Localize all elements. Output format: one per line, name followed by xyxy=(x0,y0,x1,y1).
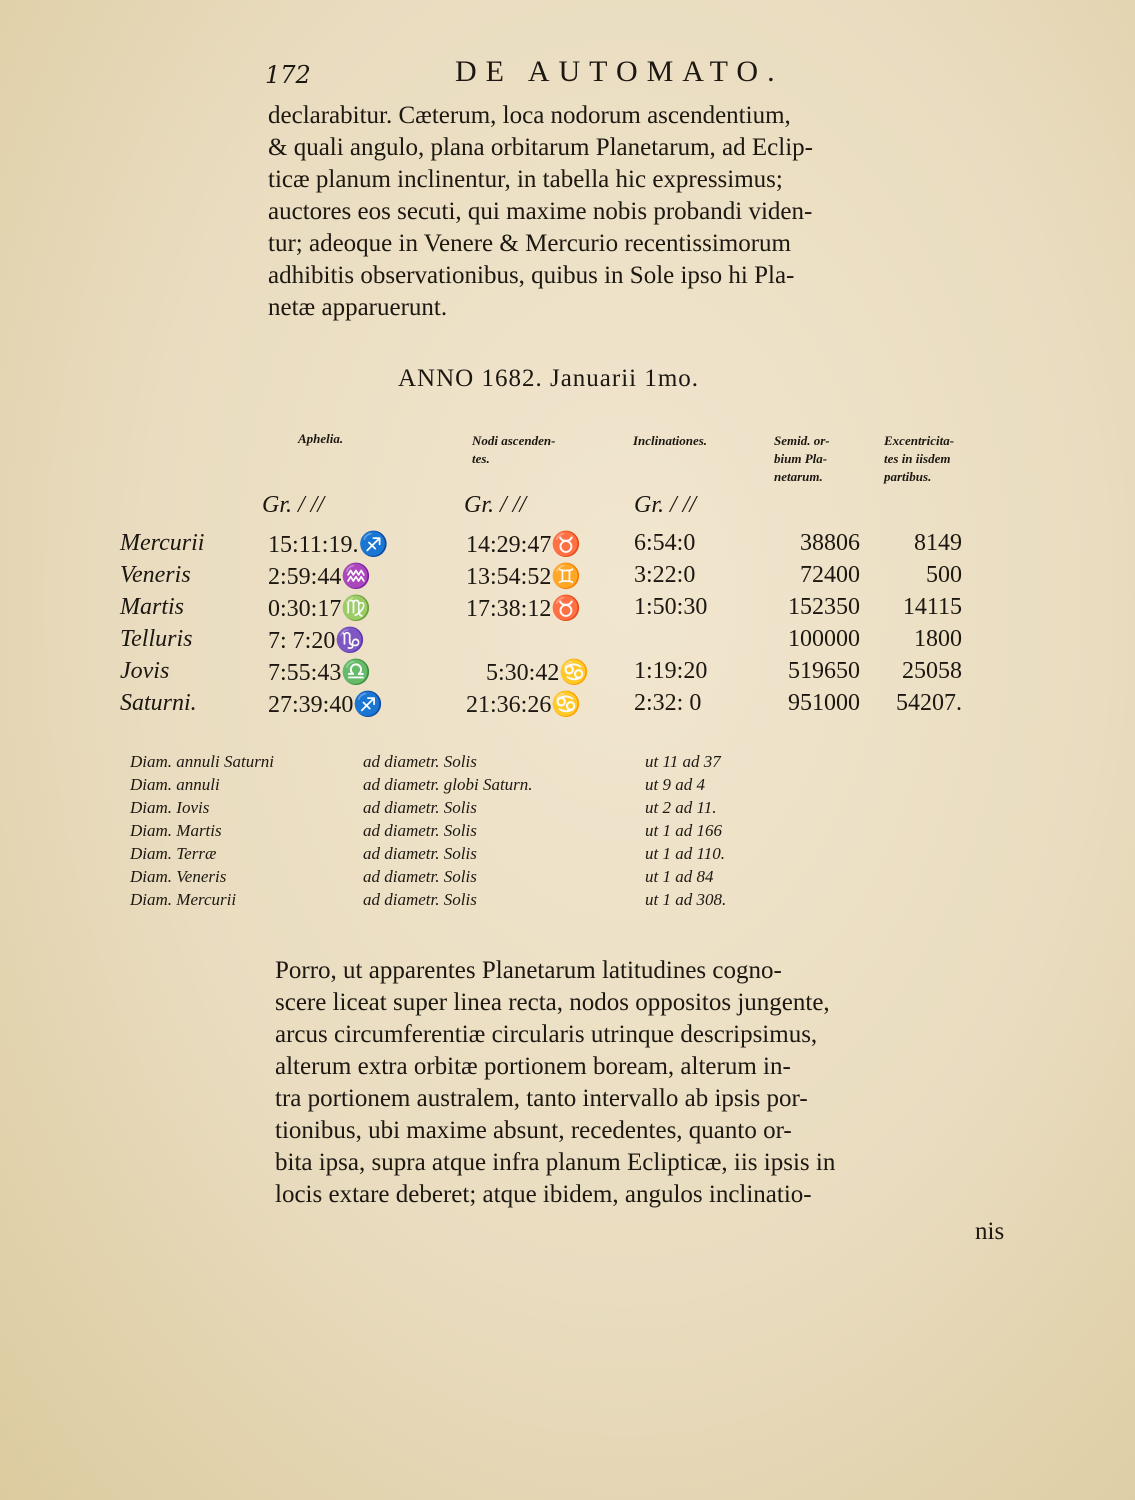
aphelion-value: 2:59:44♒ xyxy=(268,564,372,590)
catchword: nis xyxy=(975,1218,1005,1245)
semidiameter-value: 100000 xyxy=(788,626,860,652)
page-number: 172 xyxy=(265,61,311,89)
inclination-value: 1:50:30 xyxy=(634,594,708,620)
inclination-value: 1:19:20 xyxy=(634,658,708,684)
text-line: adhibitis observationibus, quibus in Sole ipso hi Pla- xyxy=(268,262,795,289)
text-line: alterum extra orbitæ portionem boream, alterum in- xyxy=(275,1053,791,1080)
inclination-value: 2:32: 0 xyxy=(634,690,702,716)
paragraph-porro xyxy=(275,955,1015,1211)
text-line: tionibus, ubi maxime absunt, recedentes, quanto or- xyxy=(275,1117,792,1144)
planet-name: Veneris xyxy=(120,562,191,588)
planet-name: Telluris xyxy=(120,626,193,652)
semidiameter-value: 519650 xyxy=(788,658,860,684)
excentricity-value: 25058 xyxy=(902,658,962,684)
header-semid: Semid. or- bium Pla- netarum. xyxy=(774,433,830,484)
table-title: ANNO 1682. Januarii 1mo. xyxy=(398,365,700,392)
semidiameter-value: 72400 xyxy=(800,562,860,588)
planet-name: Martis xyxy=(120,594,185,620)
text-line: tur; adeoque in Venere & Mercurio recentissimorum xyxy=(268,230,791,257)
text-line: arcus circumferentiæ circularis utrinque descripsimus, xyxy=(275,1021,818,1048)
inclination-value: 3:22:0 xyxy=(634,562,696,588)
semidiameter-value: 152350 xyxy=(788,594,860,620)
node-value: 21:36:26♋ xyxy=(466,692,582,718)
excentricity-value: 14115 xyxy=(902,594,962,620)
text-line: auctores eos secuti, qui maxime nobis probandi viden- xyxy=(268,198,813,225)
inclination-value: 6:54:0 xyxy=(634,530,696,556)
text-line: scere liceat super linea recta, nodos oppositos jungente, xyxy=(275,989,830,1016)
planet-name: Saturni. xyxy=(120,690,197,716)
aphelion-value: 7: 7:20♑ xyxy=(268,628,366,654)
header-excentricitates: Excentricita- tes in iisdem partibus. xyxy=(884,433,955,484)
excentricity-value: 54207. xyxy=(896,690,962,716)
aphelion-value: 7:55:43♎ xyxy=(268,660,372,686)
text-line: Porro, ut apparentes Planetarum latitudines cogno- xyxy=(275,957,782,984)
excentricity-value: 1800 xyxy=(914,626,962,652)
text-line: tra portionem australem, tanto intervallo ab ipsis por- xyxy=(275,1085,808,1112)
node-value: 14:29:47♉ xyxy=(466,532,582,558)
node-value: 17:38:12♉ xyxy=(466,596,582,622)
aphelion-value: 0:30:17♍ xyxy=(268,596,372,622)
text-line: locis extare deberet; atque ibidem, angulos inclinatio- xyxy=(275,1181,812,1208)
node-value: 5:30:42♋ xyxy=(486,660,590,686)
units-nodi: Gr. / // xyxy=(464,492,527,518)
text-line: netæ apparuerunt. xyxy=(268,294,448,321)
semidiameter-value: 38806 xyxy=(800,530,860,556)
running-title: DE AUTOMATO. xyxy=(455,55,784,88)
excentricity-value: 500 xyxy=(926,562,962,588)
page-header xyxy=(265,55,1025,95)
header-aphelia: Aphelia. xyxy=(298,431,344,446)
aphelion-value: 15:11:19.♐ xyxy=(268,532,389,558)
text-line: declarabitur. Cæterum, loca nodorum ascendentium, xyxy=(268,102,791,129)
book-page: 172 DE AUTOMATO. declarabitur. Cæterum, loca nodorum ascendentium, & quali angulo, plana orbitarum Planetarum, ad Eclip- ticæ planum inclinentur, in tabella hic expressimus; auctores eos secuti, qui maxime nobis probandi viden- tur; adeoque in Venere & Mercurio recentissimorum adhibitis observationibus, quibus in Sole ipso hi Pla- netæ apparuerunt. ANNO 1682. Januarii 1mo. Aphelia. Nodi ascenden- tes. Inclinationes. Semid. or- bium Pla- netarum. Excentricita- tes in iisdem partibus. Gr. / // Gr. / // Gr. / // Mercurii 15:11:19.♐ 14:29:47♉ 6:54:0 38806 8149 Veneris 2:59:44♒ 13:54:52♊ 3:22:0 72400 500 Martis 0:30:17♍ 17:38:12♉ 1:50:30 152350 14115 Telluris 7: 7:20♑ 100000 1800 Jovis 7:55:43♎ 5:30:42♋ 1:19:20 519650 25058 Saturni. 27:39:40♐ 21:36:26♋ 2:32: 0 951000 54207. Diam. annuli Saturni ad diametr. Solis ut 11 ad 37 Diam. annuli ad diametr. globi Saturn. ut 9 ad 4 Diam. Iovis ad diametr. Solis ut 2 ad 11. Diam. Martis ad diametr. Solis ut 1 ad 166 Diam. Terræ ad diametr. Solis ut 1 ad 110. Diam. Veneris ad diametr. Solis ut 1 ad 84 Diam. Mercurii ad diametr. Solis ut 1 ad 308. Porro, ut apparentes Planetarum latitudines cogno- scere liceat super linea recta, nodos oppositos jungente, arcus circumferentiæ circularis utrinque descripsimus, alterum extra orbitæ portionem boream, alterum in- tra portionem australem, tanto intervallo ab ipsis por- tionibus, ubi maxime absunt, recedentes, quanto or- bita ipsa, supra atque infra planum Eclipticæ, iis ipsis in locis extare deberet; atque ibidem, angulos inclinatio- nis xyxy=(0,0,1135,1500)
text-line: ticæ planum inclinentur, in tabella hic expressimus; xyxy=(268,166,783,193)
paragraph-intro xyxy=(268,100,1013,324)
units-inclinationes: Gr. / // xyxy=(634,492,697,518)
text-line: bita ipsa, supra atque infra planum Eclipticæ, iis ipsis in xyxy=(275,1149,836,1176)
header-nodi: Nodi ascenden- tes. xyxy=(472,433,556,466)
semidiameter-value: 951000 xyxy=(788,690,860,716)
excentricity-value: 8149 xyxy=(914,530,962,556)
planet-name: Mercurii xyxy=(120,530,205,556)
planet-name: Jovis xyxy=(120,658,170,684)
node-value: 13:54:52♊ xyxy=(466,564,582,590)
aphelion-value: 27:39:40♐ xyxy=(268,692,384,718)
header-inclinationes: Inclinationes. xyxy=(633,433,708,448)
units-aphelia: Gr. / // xyxy=(262,492,325,518)
text-line: & quali angulo, plana orbitarum Planetarum, ad Eclip- xyxy=(268,134,813,161)
